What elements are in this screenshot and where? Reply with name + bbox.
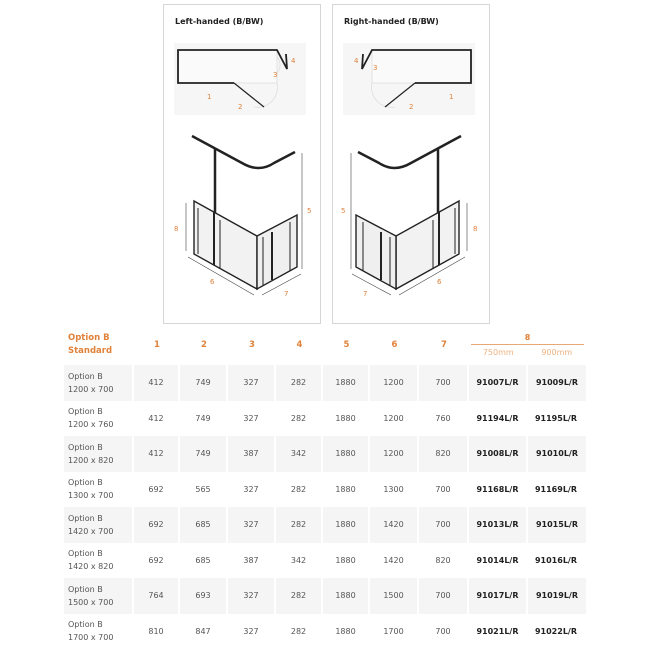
svg-text:4: 4 bbox=[354, 57, 359, 65]
cell-c2: 565 bbox=[180, 472, 228, 508]
svg-text:5: 5 bbox=[307, 207, 312, 215]
header-col-2: 2 bbox=[201, 340, 207, 350]
cell-c7: 700 bbox=[419, 472, 469, 508]
svg-text:1: 1 bbox=[207, 93, 212, 101]
cell-c1: 692 bbox=[134, 507, 180, 543]
header-col-4: 4 bbox=[296, 340, 303, 350]
row-label: Option B 1500 x 700 bbox=[64, 578, 134, 614]
cell-c7: 700 bbox=[419, 614, 469, 650]
cell-c6: 1420 bbox=[370, 543, 419, 579]
cell-c6: 1500 bbox=[370, 578, 419, 614]
svg-text:3: 3 bbox=[273, 71, 278, 79]
product-code-900: 91009L/R bbox=[528, 365, 586, 401]
svg-text:7: 7 bbox=[363, 290, 368, 298]
svg-text:5: 5 bbox=[341, 207, 346, 215]
product-code-750: 91168L/R bbox=[469, 472, 528, 508]
table-row bbox=[64, 365, 586, 401]
cell-c3: 327 bbox=[228, 365, 276, 401]
iso-diagram-left bbox=[164, 121, 320, 321]
cell-c7: 760 bbox=[419, 401, 469, 437]
cell-c4: 282 bbox=[276, 401, 323, 437]
cell-c3: 327 bbox=[228, 578, 276, 614]
svg-text:8: 8 bbox=[473, 225, 478, 233]
table-row bbox=[64, 543, 586, 579]
svg-text:2: 2 bbox=[409, 103, 414, 111]
cell-c1: 810 bbox=[134, 614, 180, 650]
cell-c3: 327 bbox=[228, 614, 276, 650]
cell-c5: 1880 bbox=[323, 401, 370, 437]
row-label: Option B 1200 x 820 bbox=[64, 436, 134, 472]
cell-c4: 282 bbox=[276, 365, 323, 401]
cell-c4: 342 bbox=[276, 436, 323, 472]
product-code-750: 91021L/R bbox=[469, 614, 528, 650]
cell-c3: 327 bbox=[228, 472, 276, 508]
cell-c4: 282 bbox=[276, 614, 323, 650]
table-header-row bbox=[64, 325, 586, 365]
cell-c4: 342 bbox=[276, 543, 323, 579]
product-code-750: 91008L/R bbox=[469, 436, 528, 472]
cell-c3: 327 bbox=[228, 507, 276, 543]
product-code-900: 91169L/R bbox=[528, 472, 586, 508]
cell-c7: 820 bbox=[419, 543, 469, 579]
header-col-8-group: 8 750mm 900mm bbox=[469, 325, 586, 365]
cell-c1: 412 bbox=[134, 401, 180, 437]
row-label: Option B 1200 x 760 bbox=[64, 401, 134, 437]
svg-text:7: 7 bbox=[284, 290, 289, 298]
panel-title: Left-handed (B/BW) bbox=[175, 17, 264, 26]
row-label: Option B 1700 x 700 bbox=[64, 614, 134, 650]
cell-c2: 685 bbox=[180, 507, 228, 543]
table-row bbox=[64, 472, 586, 508]
cell-c2: 749 bbox=[180, 436, 228, 472]
cell-c7: 700 bbox=[419, 578, 469, 614]
row-label: Option B 1200 x 700 bbox=[64, 365, 134, 401]
cell-c6: 1200 bbox=[370, 436, 419, 472]
product-code-750: 91194L/R bbox=[469, 401, 528, 437]
svg-text:8: 8 bbox=[174, 225, 179, 233]
product-code-750: 91014L/R bbox=[469, 543, 528, 579]
cell-c2: 749 bbox=[180, 401, 228, 437]
product-code-750: 91017L/R bbox=[469, 578, 528, 614]
cell-c2: 847 bbox=[180, 614, 228, 650]
cell-c6: 1420 bbox=[370, 507, 419, 543]
cell-c3: 327 bbox=[228, 401, 276, 437]
header-col-6: 6 bbox=[391, 340, 398, 350]
product-code-900: 91016L/R bbox=[528, 543, 586, 579]
cell-c6: 1300 bbox=[370, 472, 419, 508]
product-code-750: 91013L/R bbox=[469, 507, 528, 543]
cell-c5: 1880 bbox=[323, 472, 370, 508]
product-code-900: 91015L/R bbox=[528, 507, 586, 543]
table-row bbox=[64, 436, 586, 472]
cell-c4: 282 bbox=[276, 578, 323, 614]
cell-c2: 693 bbox=[180, 578, 228, 614]
svg-text:3: 3 bbox=[373, 64, 378, 72]
cell-c1: 692 bbox=[134, 543, 180, 579]
header-title: Option B Standard bbox=[68, 333, 113, 356]
table-row bbox=[64, 401, 586, 437]
plan-diagram-left bbox=[174, 43, 306, 115]
cell-c3: 387 bbox=[228, 436, 276, 472]
header-col-3: 3 bbox=[249, 340, 255, 350]
cell-c1: 412 bbox=[134, 436, 180, 472]
cell-c3: 387 bbox=[228, 543, 276, 579]
spec-table bbox=[64, 325, 586, 649]
cell-c5: 1880 bbox=[323, 614, 370, 650]
cell-c4: 282 bbox=[276, 507, 323, 543]
row-label: Option B 1420 x 820 bbox=[64, 543, 134, 579]
cell-c7: 820 bbox=[419, 436, 469, 472]
header-900mm: 900mm bbox=[541, 348, 573, 357]
header-750mm: 750mm bbox=[482, 348, 514, 357]
cell-c5: 1880 bbox=[323, 365, 370, 401]
cell-c2: 685 bbox=[180, 543, 228, 579]
cell-c5: 1880 bbox=[323, 578, 370, 614]
left-handed-panel bbox=[163, 4, 321, 324]
cell-c5: 1880 bbox=[323, 543, 370, 579]
table-row bbox=[64, 507, 586, 543]
header-col-1: 1 bbox=[154, 340, 160, 350]
cell-c1: 692 bbox=[134, 472, 180, 508]
svg-text:1: 1 bbox=[449, 93, 454, 101]
right-handed-panel bbox=[332, 4, 490, 324]
product-code-900: 91195L/R bbox=[528, 401, 586, 437]
cell-c1: 412 bbox=[134, 365, 180, 401]
cell-c6: 1700 bbox=[370, 614, 419, 650]
iso-diagram-right bbox=[333, 121, 489, 321]
cell-c6: 1200 bbox=[370, 365, 419, 401]
svg-text:4: 4 bbox=[291, 57, 296, 65]
cell-c2: 749 bbox=[180, 365, 228, 401]
product-code-750: 91007L/R bbox=[469, 365, 528, 401]
row-label: Option B 1300 x 700 bbox=[64, 472, 134, 508]
header-col-7: 7 bbox=[441, 340, 447, 350]
cell-c1: 764 bbox=[134, 578, 180, 614]
cell-c6: 1200 bbox=[370, 401, 419, 437]
cell-c5: 1880 bbox=[323, 507, 370, 543]
product-code-900: 91022L/R bbox=[528, 614, 586, 650]
table-row bbox=[64, 614, 586, 650]
svg-text:6: 6 bbox=[437, 278, 442, 286]
table-row bbox=[64, 578, 586, 614]
svg-text:2: 2 bbox=[238, 103, 243, 111]
cell-c7: 700 bbox=[419, 365, 469, 401]
plan-diagram-right bbox=[343, 43, 475, 115]
product-code-900: 91010L/R bbox=[528, 436, 586, 472]
product-code-900: 91019L/R bbox=[528, 578, 586, 614]
panel-title: Right-handed (B/BW) bbox=[344, 17, 439, 26]
cell-c5: 1880 bbox=[323, 436, 370, 472]
header-col-5: 5 bbox=[343, 340, 350, 350]
cell-c4: 282 bbox=[276, 472, 323, 508]
cell-c7: 700 bbox=[419, 507, 469, 543]
svg-text:6: 6 bbox=[210, 278, 215, 286]
row-label: Option B 1420 x 700 bbox=[64, 507, 134, 543]
